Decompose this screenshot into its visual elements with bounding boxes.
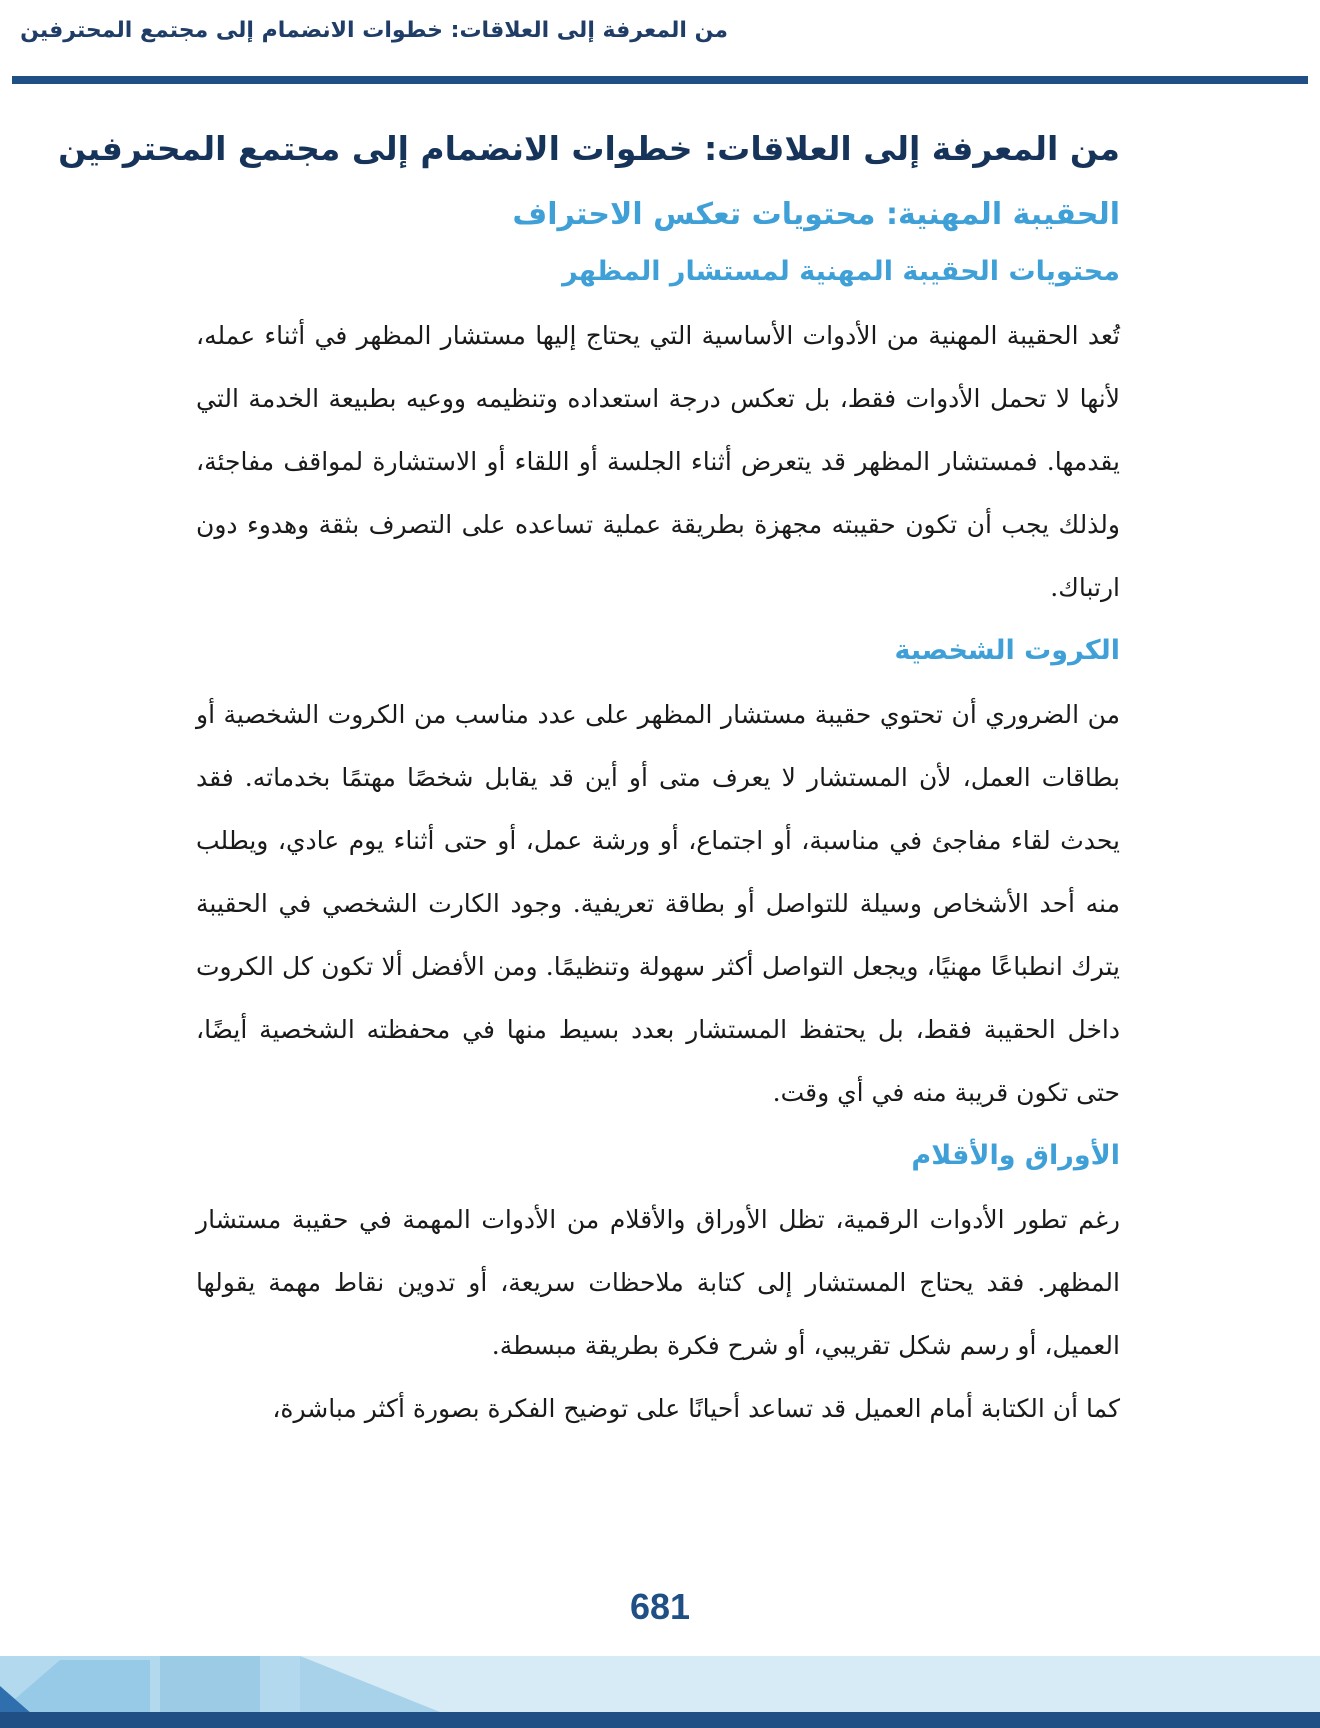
papers-paragraph-continued: كما أن الكتابة أمام العميل قد تساعد أحيانًا على توضيح الفكرة بصورة أكثر مباشرة، <box>272 1394 1120 1423</box>
cards-heading: الكروت الشخصية <box>894 635 1120 666</box>
subsection-title: محتويات الحقيبة المهنية لمستشار المظهر <box>562 256 1120 287</box>
intro-paragraph: تُعد الحقيبة المهنية من الأدوات الأساسية التي يحتاج إليها مستشار المظهر في أثناء عمله، لأنها لا تحمل الأدوات فقط، بل تعكس درجة استعداده وتنظيمه ووعيه بطبيعة الخدمة التي يقدمها. فمستشار المظهر قد يتعرض أثناء الجلسة أو اللقاء أو الاستشارة لمواقف مفاجئة، ولذلك يجب أن تكون حقيبته مجهزة بطريقة عملية تساعده على التصرف بثقة وهدوء دون ارتباك. <box>196 321 1120 602</box>
page-title: من المعرفة إلى العلاقات: خطوات الانضمام إلى مجتمع المحترفين <box>58 129 1120 168</box>
papers-heading: الأوراق والأقلام <box>911 1140 1120 1171</box>
page-number: 681 <box>629 1586 691 1627</box>
header-rule <box>12 76 1308 84</box>
footer-rule <box>0 1712 1320 1728</box>
cards-paragraph: من الضروري أن تحتوي حقيبة مستشار المظهر على عدد مناسب من الكروت الشخصية أو بطاقات العمل، لأن المستشار لا يعرف متى أو أين قد يقابل شخصًا مهتمًا بخدماته. فقد يحدث لقاء مفاجئ في مناسبة، أو اجتماع، أو ورشة عمل، أو حتى أثناء يوم عادي، ويطلب منه أحد الأشخاص وسيلة للتواصل أو بطاقة تعريفية. وجود الكارت الشخصي في الحقيبة يترك انطباعًا مهنيًا، ويجعل التواصل أكثر سهولة وتنظيمًا. ومن الأفضل ألا تكون كل الكروت داخل الحقيبة فقط، بل يحتفظ المستشار بعدد بسيط منها في محفظته الشخصية أيضًا، حتى تكون قريبة منه في أي وقت. <box>196 700 1120 1107</box>
page-content <box>58 118 1120 1440</box>
running-header: من المعرفة إلى العلاقات: خطوات الانضمام إلى مجتمع المحترفين <box>20 18 728 43</box>
section-title: الحقيبة المهنية: محتويات تعكس الاحتراف <box>512 197 1120 232</box>
papers-paragraph: رغم تطور الأدوات الرقمية، تظل الأوراق والأقلام من الأدوات المهمة في حقيبة مستشار المظهر. فقد يحتاج المستشار إلى كتابة ملاحظات سريعة، أو تدوين نقاط مهمة يقولها العميل، أو رسم شكل تقريبي، أو شرح فكرة بطريقة مبسطة. <box>196 1205 1120 1360</box>
